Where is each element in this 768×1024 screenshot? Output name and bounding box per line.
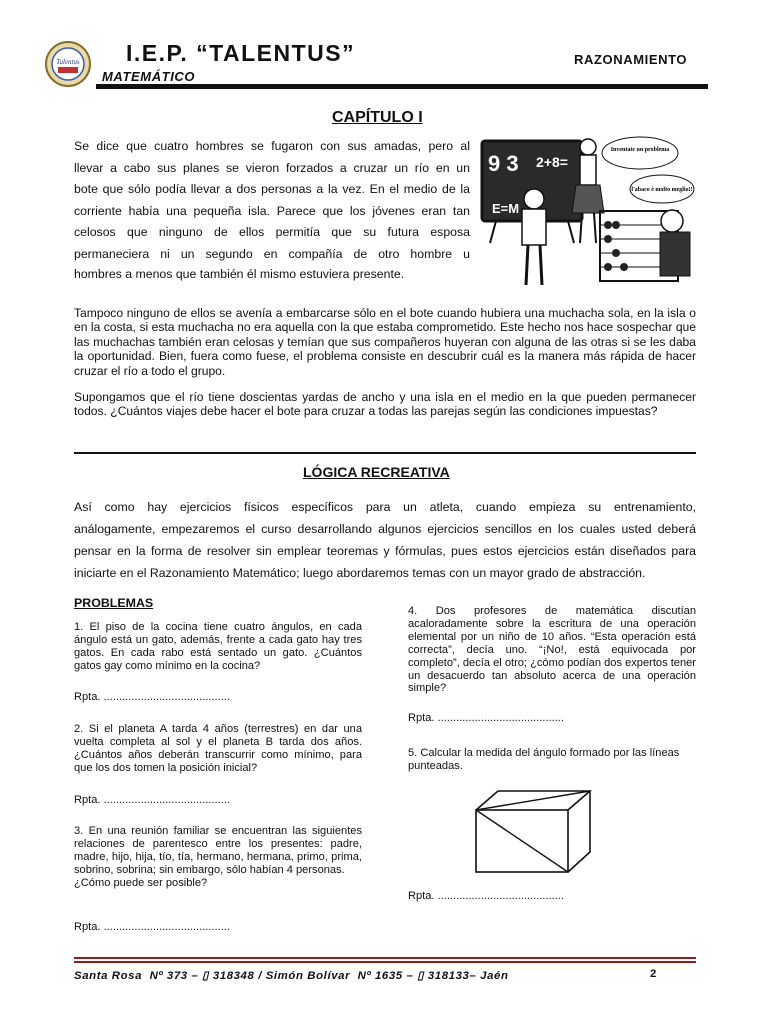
problem-3-question: ¿Cómo puede ser posible?: [74, 876, 208, 889]
subject-left: MATEMÁTICO: [102, 69, 196, 84]
problem-2: 2. Si el planeta A tarda 4 años (terrestres) en dar una vuelta completa al sol y el planeta B tarda dos años. ¿Cuántos años deberán transcurrir como mínimo, para que los dos tomen la posición inicial?: [74, 723, 362, 774]
logic-title: LÓGICA RECREATIVA: [303, 464, 450, 480]
problem-3-text: 3. En una reunión familiar se encuentran las siguientes relaciones de parentesco entre los presentes: padre, madre, hijo, hija, tío, tía, hermano, hermana, primo, prima, sobrino, sobrina; sin embargo, sólo habían 4 personas.: [74, 825, 362, 876]
speech-bubble-1: [602, 137, 678, 169]
answer-line-2: Rpta. .........................................: [74, 794, 230, 806]
logic-line: análogamente, empezaremos el curso desarrollando algunos ejercicios sencillos en los cuales usted deberá: [74, 522, 696, 536]
dashed-line-front: [476, 810, 568, 872]
header-rule: [96, 84, 708, 89]
logo-text: Talentus: [56, 58, 80, 66]
svg-text:9 3: 9 3: [488, 151, 519, 176]
problem-5: 5. Calcular la medida del ángulo formado por las líneas punteadas.: [408, 747, 680, 772]
svg-text:l'abaco è molto meglio!!: l'abaco è molto meglio!!: [631, 187, 693, 193]
svg-text:2+8=: 2+8=: [536, 154, 568, 170]
footer-address: Santa Rosa Nº 373 – ▯ 318348 / Simón Bolívar Nº 1635 – ▯ 318133– Jaén: [74, 970, 509, 982]
section-rule: [74, 452, 696, 454]
problem-1: 1. El piso de la cocina tiene cuatro ángulos, en cada ángulo está un gato, además, frente a cada gato hay tres gatos. En cada rabo está sentado un gato. ¿Cuántos gatos gay como mínimo en la cocina?: [74, 621, 362, 672]
intro-line: bote que sólo podía llevar a dos personas a la vez. En el medio de la: [74, 182, 470, 196]
intro-line: corriente había una pequeña isla. Parece que los jóvenes eran tan: [74, 203, 470, 218]
logic-line: pensar en la forma de resolver sin emplear teoremas y fórmulas, pues estos ejercicios están diseñados para: [74, 544, 696, 558]
intro-line: permaneciera ni un segundo en compañía de otro hombre u: [74, 246, 470, 261]
professor-figure: [660, 210, 690, 276]
intro-last-line: hombres a menos que también él mismo estuviera presente.: [74, 267, 405, 281]
chapter-title: CAPÍTULO I: [332, 109, 423, 126]
chapter-intro: [74, 136, 470, 265]
answer-line-5: Rpta. .........................................: [408, 890, 564, 902]
logic-line: Así como hay ejercicios físicos específicos para un atleta, cuando empieza su entrenamiento,: [74, 500, 696, 514]
dashed-line-top: [476, 791, 590, 810]
answer-line-3: Rpta. .........................................: [74, 921, 230, 933]
student-figure: [522, 189, 546, 285]
footer-rule-bottom: [74, 961, 696, 963]
problem-3: [74, 825, 362, 890]
logic-intro: [74, 496, 696, 562]
answer-line-1: Rpta. .........................................: [74, 691, 230, 703]
problem-4: 4. Dos profesores de matemática discutían acaloradamente sobre la escritura de una operación elemental por un niño de 10 años. “Esta operación está correcta”, decía uno. “¡No!, está equivocada por completo”, decía el otro; ¿cómo podían dos expertos tener un desacuerdo tan absoluto acerca de una operación simple?: [408, 605, 696, 695]
svg-text:Inventate un problema: Inventate un problema: [610, 147, 670, 153]
school-title: I.E.P. “TALENTUS”: [126, 40, 356, 66]
svg-text:E=M: E=M: [492, 201, 520, 216]
page-number: 2: [650, 968, 657, 980]
cube-figure: [472, 788, 600, 876]
intro-line: Se dice que cuatro hombres se fugaron con sus amadas, pero al: [74, 139, 470, 153]
school-logo: [44, 40, 92, 88]
chapter-paragraph-3: Supongamos que el río tiene doscientas yardas de ancho y una isla en el medio en la que pueden permanecer todos. ¿Cuántos viajes debe hacer el bote para cruzar a todas las parejas según las condiciones impuestas?: [74, 390, 696, 419]
classroom-illustration: [476, 133, 698, 295]
chapter-paragraph-2: Tampoco ninguno de ellos se avenía a embarcarse sólo en el bote cuando hubiera una muchacha sola, en la isla o en la costa, si esta muchacha no era aquella con la que estaba comprometido. Este hecho nos hace sospechar que las muchachas también eran celosas y temían que sus compañeros huyeran con alguna de las otras si se les daba la oportunidad. Bien, fuera como fuese, el problema consiste en descubrir cuál es la manera más rápida de hacer cruzar el río a todo el grupo.: [74, 306, 696, 378]
logic-last-line: iniciarte en el Razonamiento Matemático; luego abordaremos temas con un mayor grado de abstracción.: [74, 566, 646, 580]
answer-line-4: Rpta. .........................................: [408, 712, 564, 724]
problems-title: PROBLEMAS: [74, 596, 154, 610]
intro-line: celosos que ninguno de ellos permitía que su futura esposa: [74, 225, 470, 239]
footer-rule-top: [74, 957, 696, 959]
intro-line: llevar a cabo sus planes se vieron forzados a cruzar un río en un: [74, 160, 470, 175]
subject-right: RAZONAMIENTO: [574, 52, 688, 67]
